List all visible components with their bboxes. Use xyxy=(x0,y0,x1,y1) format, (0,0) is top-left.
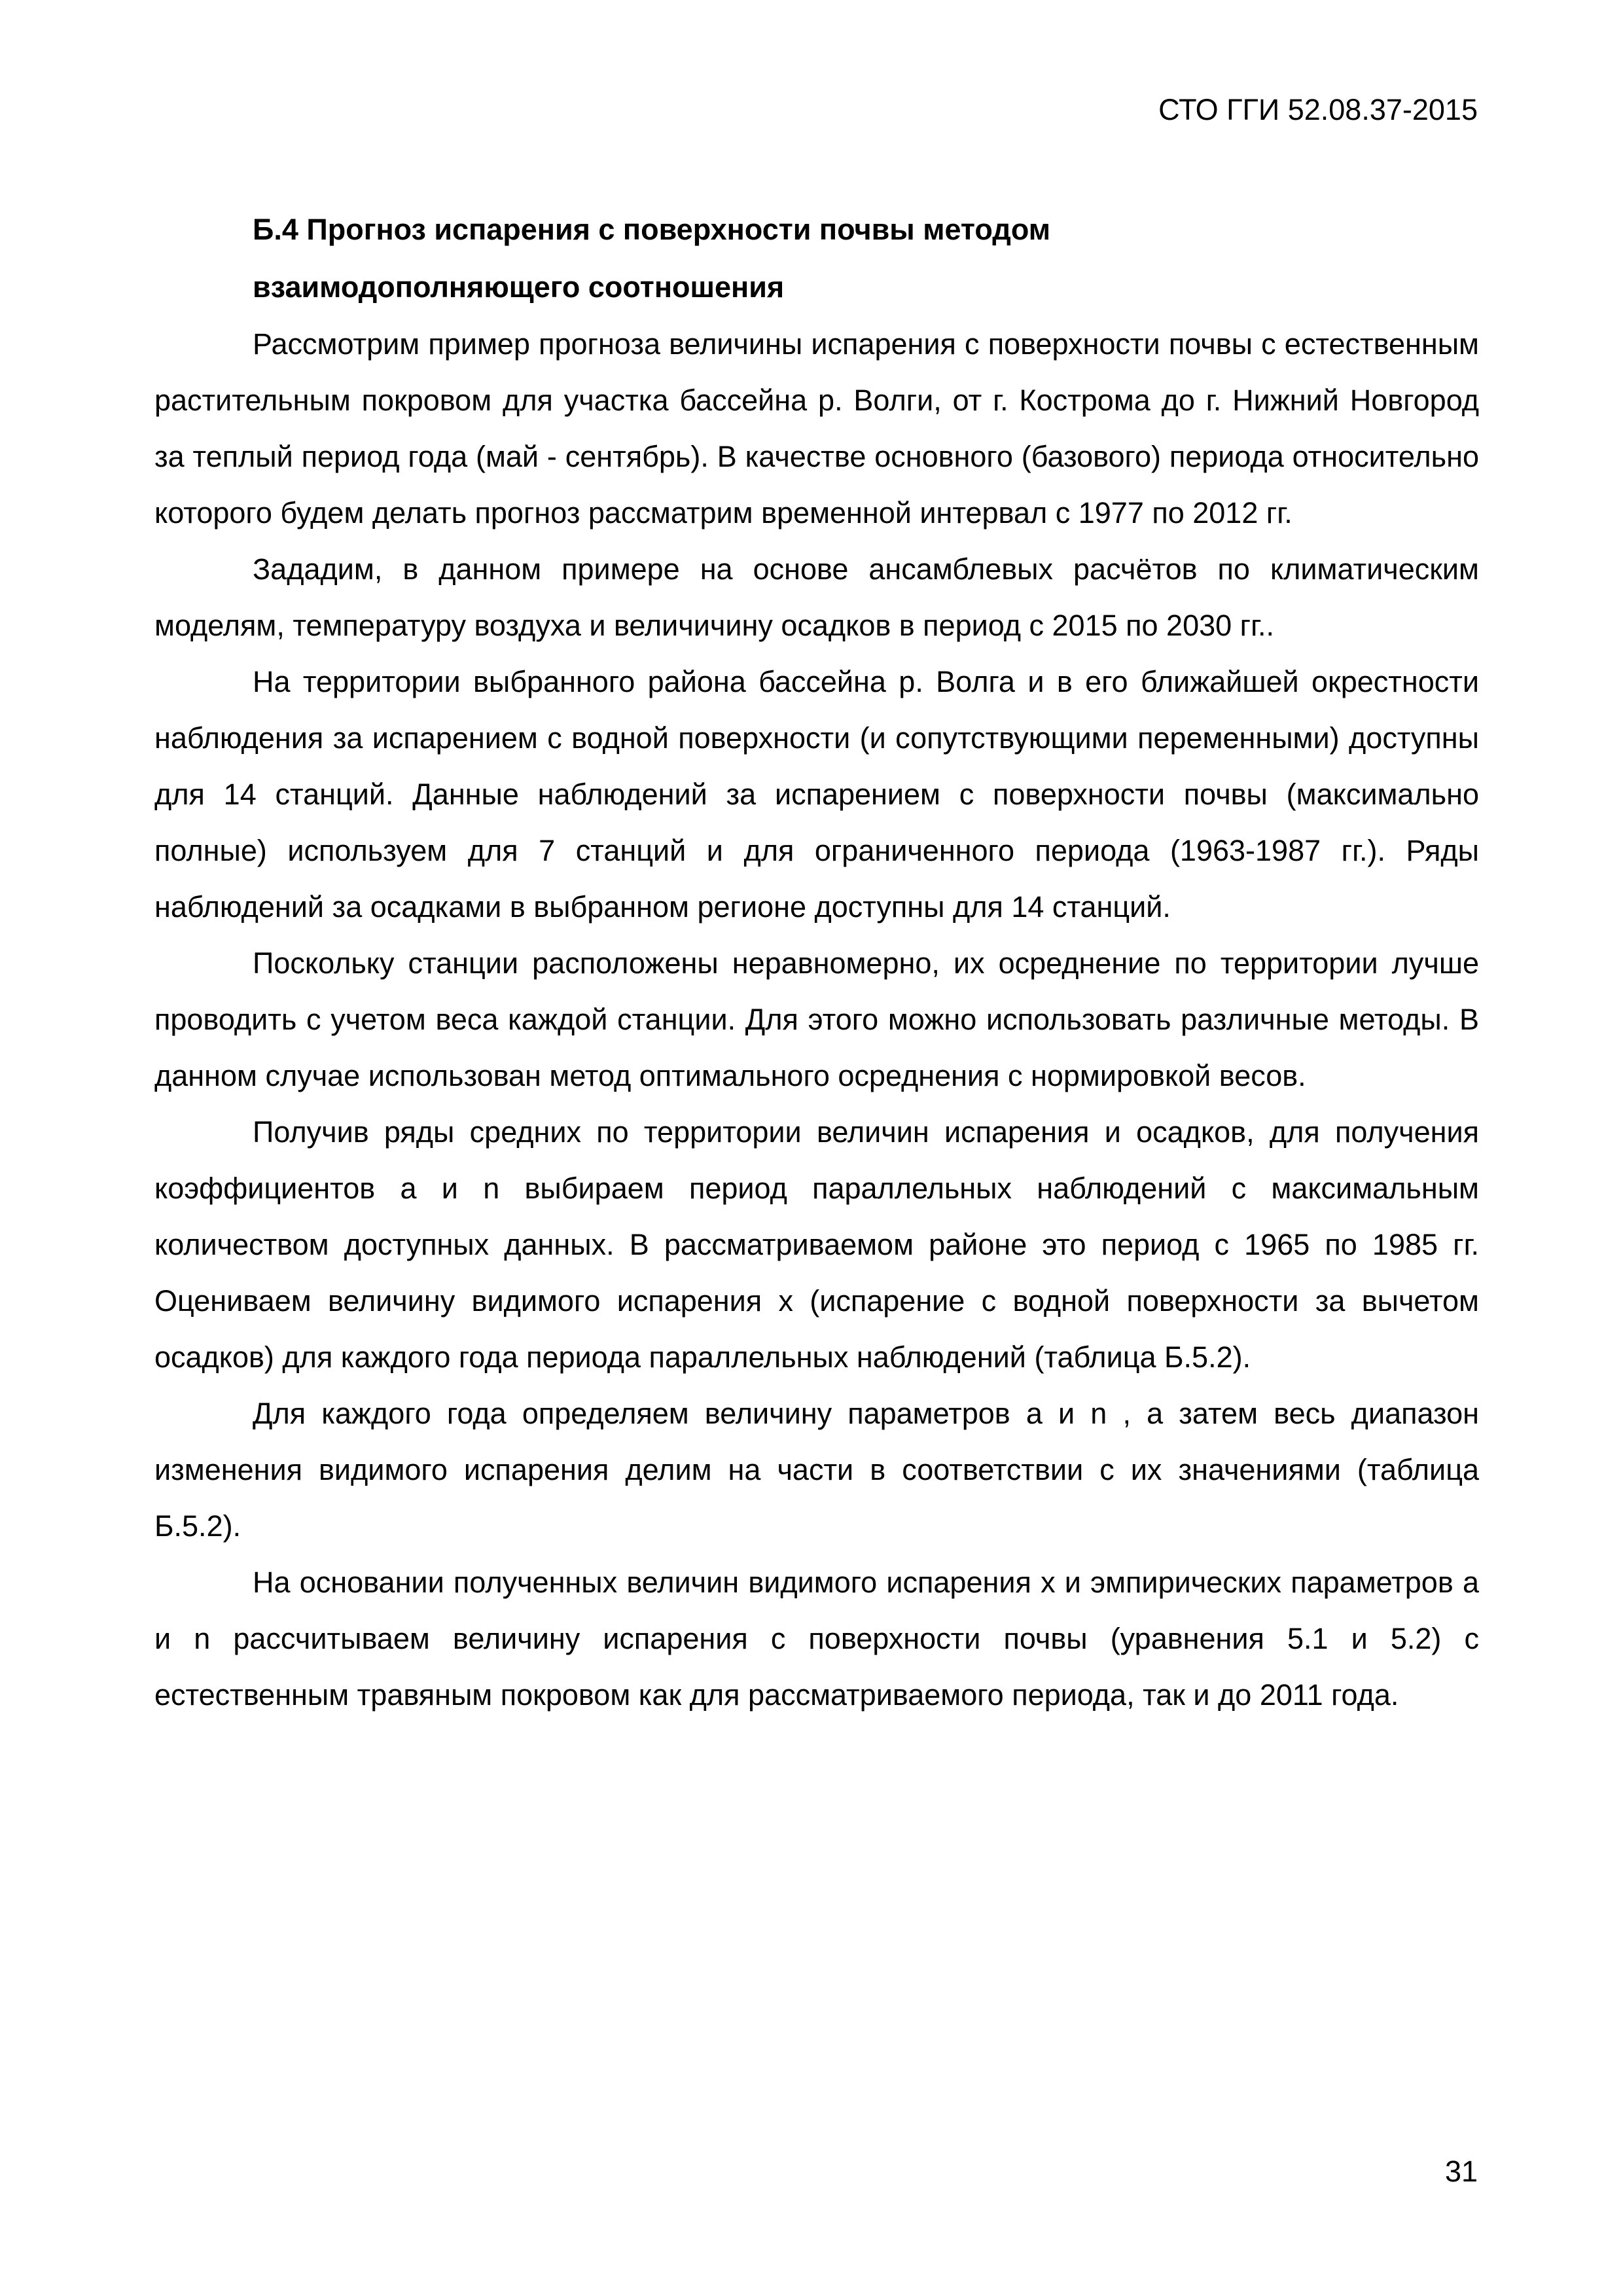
document-code: СТО ГГИ 52.08.37-2015 xyxy=(1158,93,1478,126)
paragraph-7: На основании полученных величин видимого испарения x и эмпирических параметров a и n рассчитываем величину испарения с поверхности почвы (уравнения 5.1 и 5.2) с естественным травяным покровом как для рассматриваемого периода, так и до 2011 года. xyxy=(154,1566,1479,1712)
section-heading xyxy=(253,201,1479,316)
page-content xyxy=(154,201,1479,1723)
paragraph-1: Рассмотрим пример прогноза величины испарения с поверхности почвы с естественным растительным покровом для участка бассейна р. Волги, от г. Кострома до г. Нижний Новгород за теплый период года (май - сентябрь). В качестве основного (базового) периода относительно которого будем делать прогноз рассматрим временной интервал с 1977 по 2012 гг. xyxy=(154,327,1479,529)
section-heading-line-1: Б.4 Прогноз испарения с поверхности почвы методом xyxy=(253,213,1050,246)
paragraph-2: Зададим, в данном примере на основе ансамблевых расчётов по климатическим моделям, температуру воздуха и величичину осадков в период с 2015 по 2030 гг.. xyxy=(154,552,1479,642)
paragraph-5: Получив ряды средних по территории величин испарения и осадков, для получения коэффициентов a и n выбираем период параллельных наблюдений с максимальным количеством доступных данных. В рассматриваемом районе это период с 1965 по 1985 гг. Оцениваем величину видимого испарения х (испарение с водной поверхности за вычетом осадков) для каждого года периода параллельных наблюдений (таблица Б.5.2). xyxy=(154,1115,1479,1374)
section-heading-line-2: взаимодополняющего соотношения xyxy=(253,270,785,304)
paragraph-6: Для каждого года определяем величину параметров a и n , а затем весь диапазон изменения видимого испарения делим на части в соответствии с их значениями (таблица Б.5.2). xyxy=(154,1397,1479,1543)
paragraph-3: На территории выбранного района бассейна р. Волга и в его ближайшей окрестности наблюдения за испарением с водной поверхности (и сопутствующими переменными) доступны для 14 станций. Данные наблюдений за испарением с поверхности почвы (максимально полные) используем для 7 станций и для ограниченного периода (1963-1987 гг.). Ряды наблюдений за осадками в выбранном регионе доступны для 14 станций. xyxy=(154,665,1479,924)
page-number: 31 xyxy=(1444,2155,1478,2188)
paragraph-4: Поскольку станции расположены неравномерно, их осреднение по территории лучше проводить с учетом веса каждой станции. Для этого можно использовать различные методы. В данном случае использован метод оптимального осреднения с нормировкой весов. xyxy=(154,946,1479,1092)
